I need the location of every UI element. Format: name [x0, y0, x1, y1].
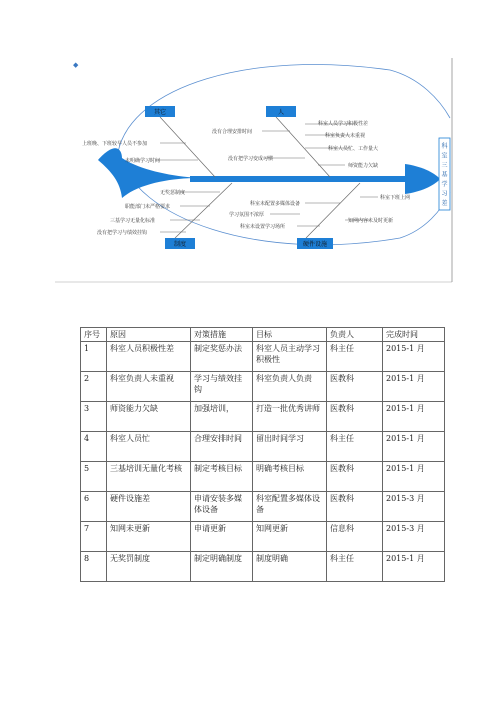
column-header-owner: 负责人	[327, 328, 383, 342]
cell-cause: 三基培训无量化考核	[107, 462, 191, 492]
cause-label: 科室未配置多媒体设备	[250, 201, 301, 207]
table-row	[81, 372, 445, 402]
cause-label: 科室人员忙、工作量大	[328, 146, 379, 152]
cause-label: 没有合理安排时间	[212, 129, 253, 135]
head-label-char: 三	[441, 162, 448, 169]
table-row	[81, 432, 445, 462]
cell-owner: 医教科	[327, 462, 383, 492]
cell-index: 5	[81, 462, 107, 492]
category-label-system: 制度	[173, 241, 187, 248]
head-label-char: 基	[441, 171, 448, 179]
cell-goal: 制度明确	[253, 552, 327, 582]
countermeasure-table	[80, 327, 445, 582]
cell-deadline: 2015-1 月	[383, 402, 445, 432]
cell-cause: 师资能力欠缺	[107, 402, 191, 432]
fish-spine	[190, 176, 408, 182]
cell-cause: 知网未更新	[107, 522, 191, 552]
bullet-marker: ◆	[73, 61, 79, 69]
table-row	[81, 492, 445, 522]
table-row	[81, 552, 445, 582]
head-label-char: 科	[441, 143, 448, 150]
cell-owner: 科主任	[327, 552, 383, 582]
cell-index: 1	[81, 342, 107, 372]
cell-index: 3	[81, 402, 107, 432]
cause-label: 无奖惩制度	[160, 190, 186, 196]
cell-goal: 打造一批优秀讲师	[253, 402, 327, 432]
head-label-char: 学	[441, 181, 448, 188]
category-label-person: 人	[277, 109, 285, 116]
cell-goal: 科室配置多媒体设备	[253, 492, 327, 522]
table-row	[81, 522, 445, 552]
cell-owner: 科主任	[327, 342, 383, 372]
head-label-char: 习	[441, 190, 448, 198]
cell-goal: 科室负责人负责	[253, 372, 327, 402]
category-label-hardware: 硬件设施	[302, 241, 328, 248]
column-header-deadline: 完成时间	[383, 328, 445, 342]
fishbone-diagram	[0, 0, 500, 300]
table-header-row	[81, 328, 445, 342]
cell-deadline: 2015-1 月	[383, 552, 445, 582]
cause-label: 科室负责人未重视	[325, 133, 366, 139]
cell-deadline: 2015-1 月	[383, 372, 445, 402]
cell-measure: 申请安装多媒体设备	[191, 492, 253, 522]
cell-cause: 科室负责人未重视	[107, 372, 191, 402]
column-header-goal: 目标	[253, 328, 327, 342]
cell-owner: 信息科	[327, 522, 383, 552]
column-header-measure: 对策措施	[191, 328, 253, 342]
cause-label: 科室下班上网	[380, 195, 411, 201]
cell-measure: 制定明确制度	[191, 552, 253, 582]
cell-goal: 科室人员主动学习积极性	[253, 342, 327, 372]
cell-measure: 合理安排时间	[191, 432, 253, 462]
table-row	[81, 462, 445, 492]
head-label-char: 差	[441, 200, 448, 207]
column-header-cause: 原因	[107, 328, 191, 342]
cell-goal: 明确考核目标	[253, 462, 327, 492]
cause-label: 三基学习无量化标准	[110, 218, 156, 224]
cell-owner: 医教科	[327, 372, 383, 402]
cause-label: 知网内容未及时更新	[348, 218, 394, 224]
cell-goal: 知网更新	[253, 522, 327, 552]
cell-cause: 硬件设施差	[107, 492, 191, 522]
cell-measure: 学习与绩效挂钩	[191, 372, 253, 402]
cell-cause: 无奖罚制度	[107, 552, 191, 582]
cause-label: 未明确学习时间	[125, 158, 161, 164]
cell-owner: 科主任	[327, 432, 383, 462]
cell-cause: 科室人员积极性差	[107, 342, 191, 372]
fish-head	[405, 164, 440, 194]
cell-owner: 医教科	[327, 402, 383, 432]
cell-cause: 科室人员忙	[107, 432, 191, 462]
cell-index: 8	[81, 552, 107, 582]
cause-label: 科室未设置学习场所	[240, 224, 286, 230]
cell-deadline: 2015-1 月	[383, 462, 445, 492]
head-label	[441, 142, 447, 207]
cell-deadline: 2015-1 月	[383, 342, 445, 372]
cell-index: 7	[81, 522, 107, 552]
cause-label: 科室人员学习积极性差	[318, 121, 369, 127]
cell-index: 6	[81, 492, 107, 522]
table-row	[81, 402, 445, 432]
cause-label: 职能部门未严格要求	[125, 204, 171, 210]
cell-index: 4	[81, 432, 107, 462]
cell-goal: 留出时间学习	[253, 432, 327, 462]
bone-hardware	[306, 183, 360, 238]
table-row	[81, 342, 445, 372]
head-label-char: 室	[441, 152, 448, 160]
category-label-other: 其它	[153, 109, 167, 116]
cause-label: 学习氛围不浓厚	[229, 212, 265, 218]
cell-measure: 加强培训，	[191, 402, 253, 432]
cause-label: 上班晚、下班较早人员不参加	[82, 141, 148, 147]
cell-measure: 制定奖惩办法	[191, 342, 253, 372]
cell-deadline: 2015-3 月	[383, 492, 445, 522]
cell-measure: 制定考核目标	[191, 462, 253, 492]
cell-deadline: 2015-3 月	[383, 522, 445, 552]
cell-index: 2	[81, 372, 107, 402]
bone-other	[160, 117, 215, 177]
cause-label: 没有把学习变成习惯	[228, 156, 274, 162]
cell-deadline: 2015-1 月	[383, 432, 445, 462]
cause-label: 没有把学习与绩效挂钩	[97, 230, 148, 236]
cause-label: 师资能力欠缺	[348, 163, 379, 169]
cell-owner: 医教科	[327, 492, 383, 522]
cell-measure: 申请更新	[191, 522, 253, 552]
column-header-index: 序号	[81, 328, 107, 342]
